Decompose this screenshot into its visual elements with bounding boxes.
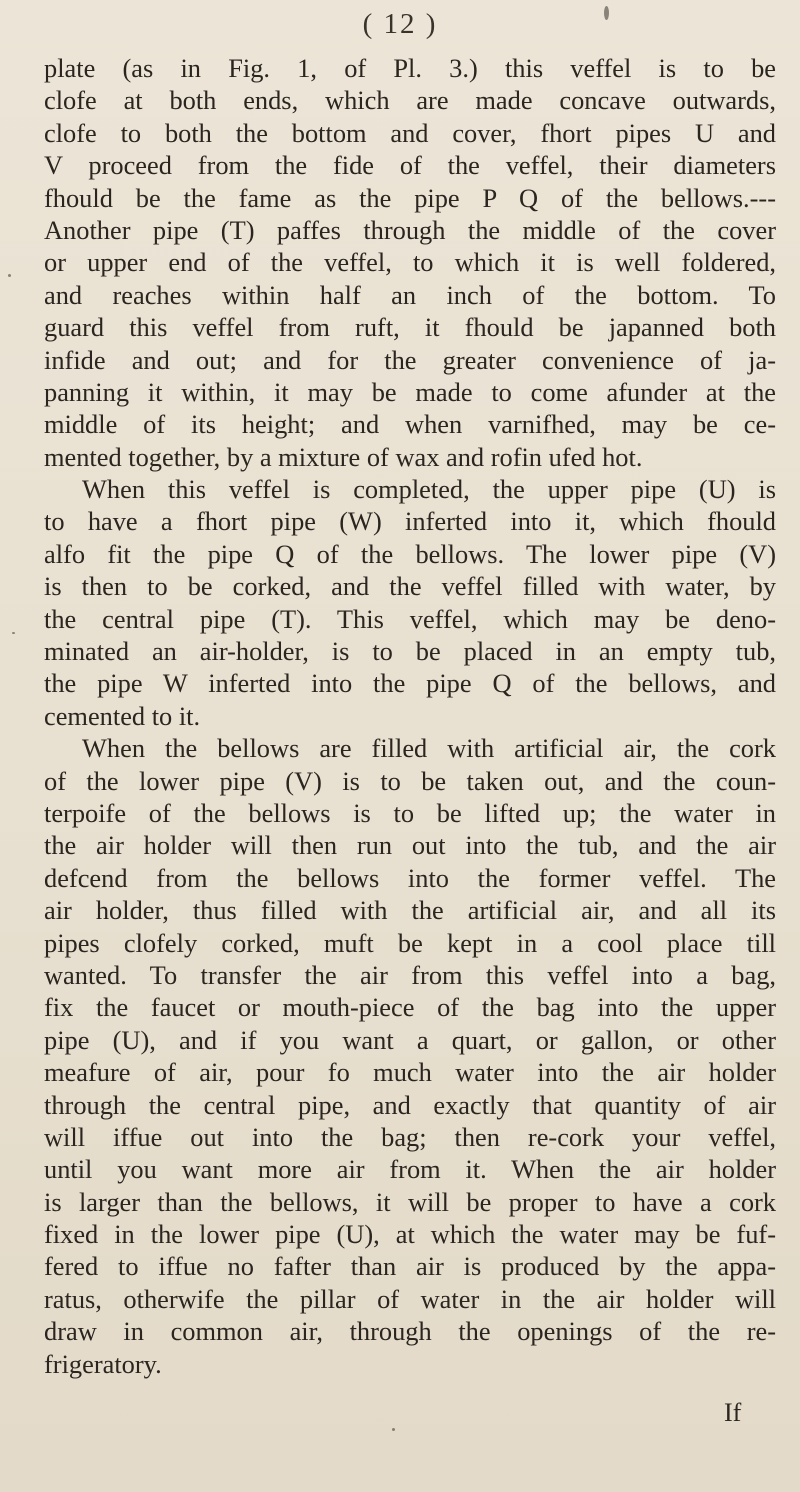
paper-speck: [392, 1428, 395, 1431]
page-number: ( 12 ): [362, 8, 438, 40]
text-line: middle of its height; and when varnifhed, may be ce-: [44, 409, 776, 440]
text-line: meafure of air, pour fo much water into the air holder: [44, 1057, 776, 1088]
text-line: air holder, thus filled with the artificial air, and all its: [44, 895, 776, 926]
text-line: ratus, otherwife the pillar of water in the air holder will: [44, 1283, 776, 1314]
text-line: of the lower pipe (V) is to be taken out, and the coun-: [44, 765, 776, 796]
text-line: frigeratory.: [44, 1348, 162, 1379]
text-line: plate (as in Fig. 1, of Pl. 3.) this veffel is to be: [44, 53, 776, 83]
text-line: through the central pipe, and exactly that quantity of air: [44, 1089, 776, 1120]
text-line: When this veffel is completed, the upper pipe (U) is: [82, 474, 776, 505]
text-line: the pipe W inferted into the pipe Q of the bellows, and: [44, 668, 776, 699]
text-line: the air holder will then run out into the tub, and the air: [44, 830, 776, 861]
text-line: guard this veffel from ruft, it fhould be japanned both: [44, 312, 776, 343]
text-line: to have a fhort pipe (W) inferted into it, which fhould: [44, 506, 776, 537]
text-line: and reaches within half an inch of the bottom. To: [44, 279, 776, 310]
text-line: defcend from the bellows into the former veffel. The: [44, 862, 776, 893]
text-line: fhould be the fame as the pipe P Q of the bellows.---: [44, 182, 776, 213]
text-line: is then to be corked, and the veffel filled with water, by: [44, 571, 776, 602]
text-line: clofe to both the bottom and cover, fhort pipes U and: [44, 117, 776, 148]
text-line: Another pipe (T) paffes through the middle of the cover: [44, 214, 776, 245]
text-line: cemented to it.: [44, 700, 201, 731]
text-line: the central pipe (T). This veffel, which may be deno-: [44, 603, 776, 634]
text-line: clofe at both ends, which are made concave outwards,: [44, 85, 776, 116]
text-line: or upper end of the veffel, to which it is well foldered,: [44, 247, 776, 278]
text-line: fixed in the lower pipe (U), at which the water may be fuf-: [44, 1219, 776, 1250]
text-line: panning it within, it may be made to come afunder at the: [44, 376, 776, 407]
text-line: fered to iffue no fafter than air is produced by the appa-: [44, 1251, 776, 1282]
paper-speck: [12, 632, 15, 634]
text-line: is larger than the bellows, it will be proper to have a cork: [44, 1186, 776, 1217]
paper-speck: [8, 274, 11, 277]
text-line: V proceed from the fide of the veffel, their diameters: [44, 150, 776, 181]
text-line: alfo fit the pipe Q of the bellows. The lower pipe (V): [44, 538, 776, 569]
paper-speck: [604, 6, 609, 20]
text-line: pipes clofely corked, muft be kept in a cool place till: [44, 927, 776, 958]
text-line: draw in common air, through the openings of the re-: [44, 1316, 776, 1347]
text-line: wanted. To transfer the air from this veffel into a bag,: [44, 959, 776, 990]
text-line: pipe (U), and if you want a quart, or gallon, or other: [44, 1024, 776, 1055]
body-text: [44, 52, 776, 1380]
text-line: infide and out; and for the greater convenience of ja-: [44, 344, 776, 375]
catchword: If: [724, 1398, 742, 1427]
text-line: will iffue out into the bag; then re-cork your veffel,: [44, 1121, 776, 1152]
text-line: terpoife of the bellows is to be lifted up; the water in: [44, 797, 776, 828]
text-line: fix the faucet or mouth-piece of the bag into the upper: [44, 992, 776, 1023]
text-line: until you want more air from it. When the air holder: [44, 1154, 776, 1185]
text-line: When the bellows are filled with artificial air, the cork: [82, 733, 776, 764]
text-line: minated an air-holder, is to be placed in an empty tub,: [44, 636, 776, 667]
text-line: mented together, by a mixture of wax and rofin ufed hot.: [44, 441, 643, 472]
